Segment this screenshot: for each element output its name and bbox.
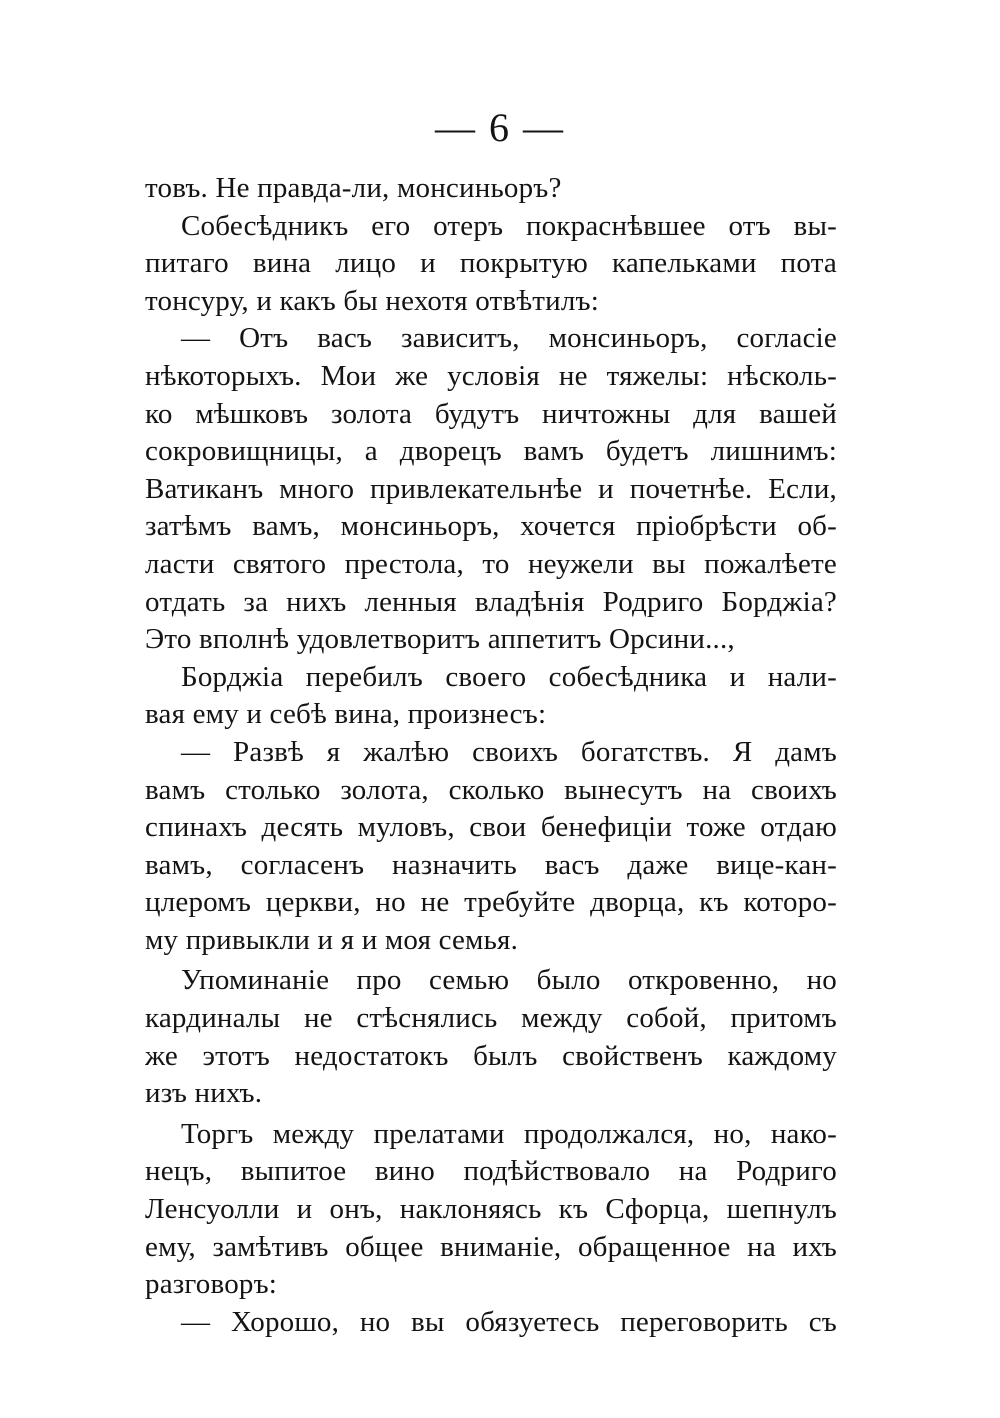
text-line: нѣкоторыхъ. Мои же условія не тяжелы: нѣсколь- [145, 359, 837, 392]
text-line: питаго вина лицо и покрытую капельками пота [145, 247, 837, 280]
text-line: ласти святого престола, то неужели вы пожалѣете [145, 547, 837, 580]
text-line: тонсуру, и какъ бы нехотя отвѣтилъ: [145, 284, 599, 317]
text-line: му привыкли и я и моя семья. [145, 923, 519, 956]
text-line: вамъ, согласенъ назначить васъ даже вице-кан- [145, 848, 837, 881]
text-line: — Отъ васъ зависитъ, монсиньоръ, согласіе [181, 322, 837, 355]
text-line: затѣмъ вамъ, монсиньоръ, хочется пріобрѣсти об- [145, 510, 837, 543]
page-number: — 6 — [435, 105, 565, 150]
text-line: ко мѣшковъ золота будутъ ничтожны для вашей [145, 397, 837, 430]
text-line: кардиналы не стѣснялись между собой, притомъ [145, 1002, 837, 1035]
text-line: спинахъ десять муловъ, свои бенефиціи тоже отдаю [145, 811, 837, 844]
text-line: разговоръ: [145, 1268, 278, 1301]
text-line: сокровищницы, а дворецъ вамъ будетъ лишнимъ: [145, 435, 837, 468]
text-line: Это вполнѣ удовлетворитъ аппетитъ Орсини..., [145, 623, 735, 656]
body-text [145, 170, 837, 1341]
text-line: же этотъ недостатокъ былъ свойственъ каждому [145, 1039, 837, 1072]
text-line: Торгъ между прелатами продолжался, но, нако- [181, 1117, 837, 1150]
text-line: Ватиканъ много привлекательнѣе и почетнѣе. Если, [145, 472, 837, 505]
text-line: отдать за нихъ ленныя владѣнія Родриго Борджіа? [145, 585, 837, 618]
text-line: товъ. Не правда-ли, монсиньоръ? [145, 172, 562, 204]
text-line: — Развѣ я жалѣю своихъ богатствъ. Я дамъ [181, 735, 837, 768]
text-line: Собесѣдникъ его отеръ покраснѣвшее отъ вы- [181, 209, 837, 242]
text-line: вамъ столько золота, сколько вынесутъ на своихъ [145, 773, 837, 806]
text-line: цлеромъ церкви, но не требуйте дворца, къ которо- [145, 886, 837, 919]
text-line: нецъ, выпитое вино подѣйствовало на Родриго [145, 1155, 837, 1188]
text-line: вая ему и себѣ вина, произнесъ: [145, 698, 547, 731]
text-line: ему, замѣтивъ общее вниманіе, обращенное на ихъ [145, 1230, 837, 1263]
text-line: изъ нихъ. [145, 1077, 263, 1110]
text-line: Ленсуолли и онъ, наклоняясь къ Сфорца, шепнулъ [145, 1193, 837, 1226]
text-line: Упоминаніе про семью было откровенно, но [181, 964, 837, 997]
text-line: — Хорошо, но вы обязуетесь переговорить съ [181, 1305, 837, 1338]
text-line: Борджіа перебилъ своего собесѣдника и нали- [181, 660, 837, 693]
